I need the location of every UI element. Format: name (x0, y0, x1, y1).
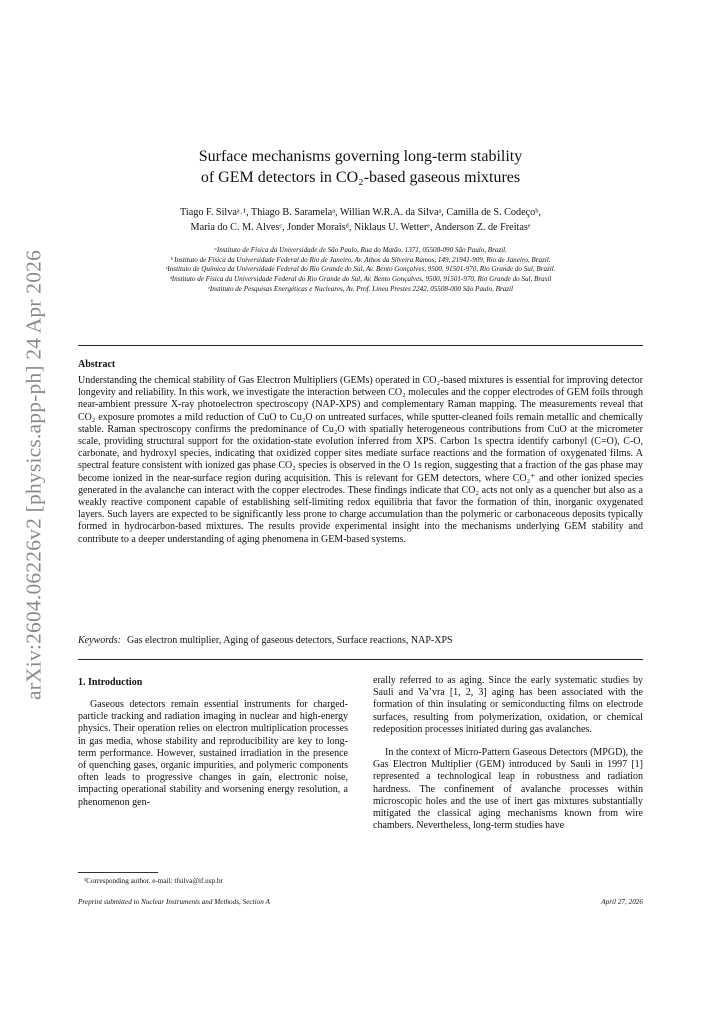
abstract-bottom-rule (78, 659, 643, 660)
affiliation-d: ᵈInstituto de Física da Universidade Federal do Rio Grande do Sul, Av. Bento Gonçalves, 9500, 91501-970, Rio Grande do Sul, Brasil (169, 275, 552, 284)
abstract-heading: Abstract (78, 359, 116, 370)
footnote-corresponding-author: ¹Corresponding author. e-mail: tfsilva@if.usp.br (84, 877, 223, 885)
affiliation-a: ᵃInstituto de Física da Universidade de São Paulo, Rua do Matão, 1371, 05508-090 São Paulo, Brazil. (214, 246, 507, 254)
intro-paragraph-1: Gaseous detectors remain essential instruments for charged-particle tracking and radiation imaging in nuclear and high-energy physics. Their operation relies on electron multiplication processes in gas media, whose stability and reproducibility are key to long-term performance. However, sustained irradiation in the presence of quenching gases, organic impurities, and polymeric components often leads to progressive changes in gain, electronic noise, impacting operational stability and worsening energy resolution, a phenomenon gen- (78, 699, 348, 808)
abstract-top-rule (78, 345, 643, 346)
affiliation-e: ᵉInstituto de Pesquisas Energéticas e Nucleares, Av. Prof. Lineu Prestes 2242, 05508-000 São Paulo, Brazil (208, 284, 513, 293)
footer-preprint-note: Preprint submitted to Nuclear Instruments and Methods, Section A (78, 898, 270, 906)
arxiv-sidebar-stamp (14, 180, 54, 770)
right-column (373, 675, 643, 832)
keywords (78, 635, 453, 646)
affiliation-b: ᵇ Instituto de Física da Universidade Federal do Rio de Janeiro, Av. Athos da Silveira Ramos, 149, 21941-909, Rio de Janeiro, Brazil. (170, 255, 551, 264)
affiliations (78, 246, 643, 295)
footnote-rule (78, 872, 158, 873)
title-line-1: Surface mechanisms governing long-term stability (198, 148, 523, 165)
intro-paragraph-2: In the context of Micro-Pattern Gaseous Detectors (MPGD), the Gas Electron Multiplier (GEM) introduced by Sauli in 1997 [1] represented a technological leap in robustness and radiation hardness. The confinement of avalanche processes within microscopic holes and the use of inert gas mixtures substantially mitigated the classical aging mechanisms known from wire chambers. Nevertheless, long-term studies have (373, 747, 643, 832)
paper-title (78, 146, 643, 188)
arxiv-id: arXiv:2604.06226v2 [physics.app-ph] 24 Apr 2026 (21, 249, 46, 701)
abstract-text: Understanding the chemical stability of Gas Electron Multipliers (GEMs) operated in CO₂-based mixtures is essential for improving detector longevity and reliability. In this work, we investigate the interaction between CO₂ molecules and the copper electrodes of GEM foils through near-ambient pressure X-ray photoelectron spectroscopy (NAP-XPS) and complementary Raman mapping. The measurements reveal that CO₂ exposure promotes a mild reduction of CuO to Cu₂O on untreated surfaces, while sputter-cleaned foils remain metallic and chemically stable. Raman spectroscopy confirms the predominance of Cu₂O with spatially heterogeneous contributions from CuO at the micrometer scale, providing structural support for the oxidation-state evolution inferred from XPS. Carbon 1s spectra identify carbonyl (C=O), C-O, carbonate, and hydroxyl species, indicating that oxidized copper sites mediate surface reactions and the formation of oxygenated films. A spectral feature consistent with ionized gas phase CO₂ species is observed in the O 1s region, suggesting that a fraction of the gas phase may become ionized in the near-surface region during acquisition. This is relevant for GEM detectors, where CO₂⁺ and other ionized species generated in the avalanche can interact with the copper electrodes. These findings indicate that CO₂ acts not only as a quencher but also as a weakly reactive component capable of establishing self-limiting redox equilibria that favor the formation of thin, inorganic oxygenated layers. Such layers are expected to be significantly less prone to charge accumulation than the polymeric or carbonaceous deposits typically formed in hydrocarbon-based mixtures. The results provide experimental insight into the mechanisms underlying GEM stability and contribute to a deeper understanding of aging phenomena in GEM-based systems. (78, 375, 643, 545)
keywords-text: Gas electron multiplier, Aging of gaseous detectors, Surface reactions, NAP-XPS (126, 635, 453, 646)
author-list (78, 206, 643, 235)
authors-line-1: Tiago F. Silvaᵃ˒¹, Thiago B. Saramelaᵃ, Willian W.R.A. da Silvaᵃ, Camilla de S. Codeçoᵇ, (180, 207, 541, 218)
footer-date: April 27, 2026 (601, 898, 643, 906)
title-line-2: of GEM detectors in CO₂-based gaseous mixtures (200, 169, 521, 186)
intro-paragraph-1-continued: erally referred to as aging. Since the early systematic studies by Sauli and Va’vra [1, 2, 3] aging has been associated with the formation of thin insulating or semiconducting films on electrode surfaces, resulting from polymerization, oxidation, or chemical redeposition processes initiated during gas avalanches. (373, 675, 643, 735)
left-column (78, 699, 348, 809)
keywords-label: Keywords: (78, 635, 121, 646)
affiliation-c: ᶜInstituto de Química da Universidade Federal do Rio Grande do Sul, Av. Bento Gonçalves, 9500, 91501-970, Rio Grande do Sul, Brazil. (165, 265, 556, 274)
authors-line-2: Maria do C. M. Alvesᶜ, Jonder Moraisᵈ, Niklaus U. Wetterᵉ, Anderson Z. de Freitasᵉ (190, 221, 531, 233)
section-heading-introduction: 1. Introduction (78, 677, 143, 688)
